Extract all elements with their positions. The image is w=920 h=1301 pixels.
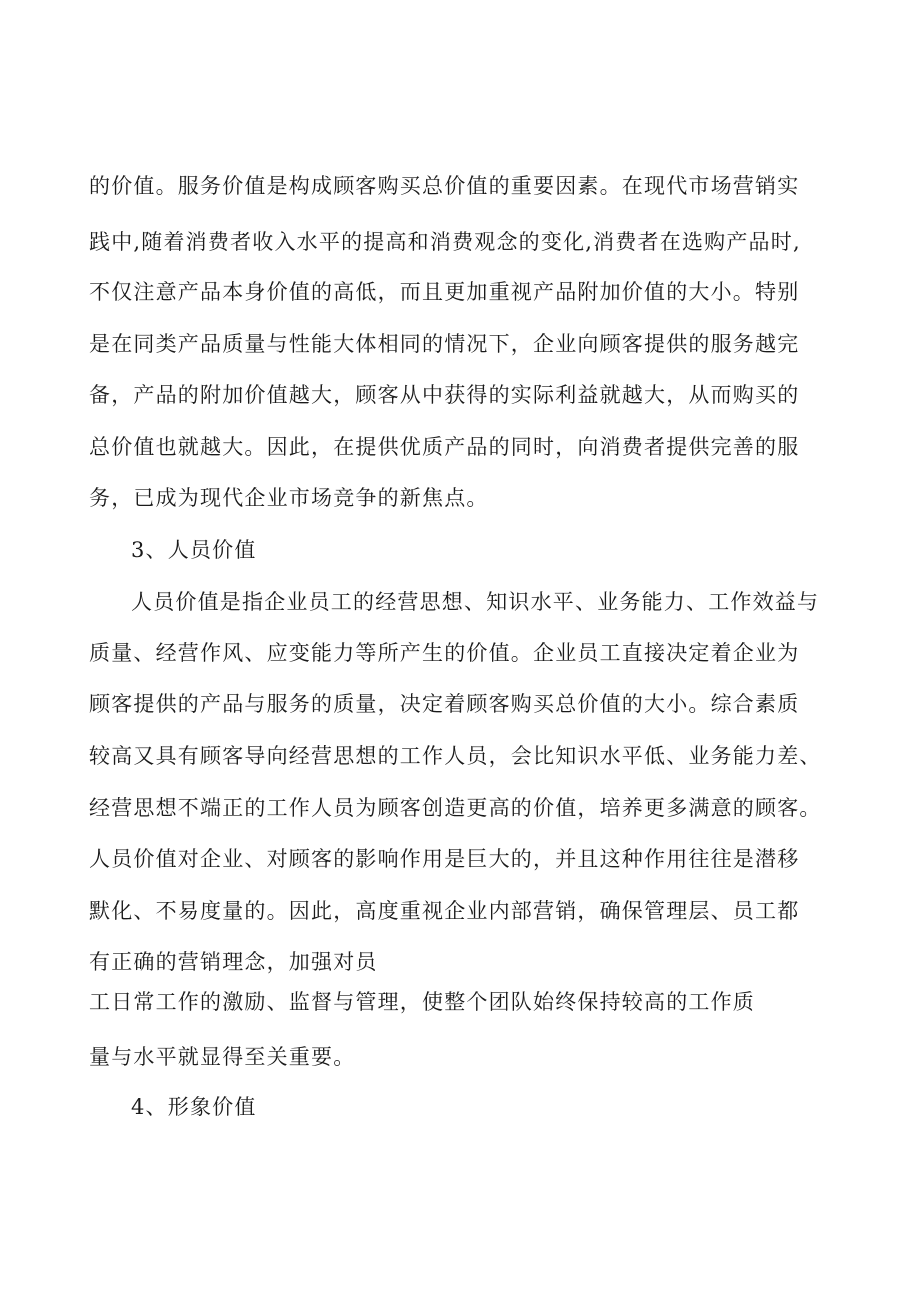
- paragraph-line: 人员价值是指企业员工的经营思想、知识水平、业务能力、工作效益与: [131, 590, 820, 614]
- paragraph-line: 备，产品的附加价值越大，顾客从中获得的实际利益就越大，从而购买的: [89, 383, 800, 407]
- paragraph-line: 不仅注意产品本身价值的高低，而且更加重视产品附加价值的大小。特别: [89, 280, 800, 304]
- section-heading: 4、形象价值: [131, 1095, 257, 1119]
- paragraph-line: 工日常工作的激励、监督与管理，使整个团队始终保持较高的工作质: [89, 990, 755, 1014]
- paragraph-line: 的价值。服务价值是构成顾客购买总价值的重要因素。在现代市场营销实: [89, 174, 800, 198]
- paragraph-line: 务，已成为现代企业市场竞争的新焦点。: [89, 486, 489, 510]
- paragraph-line: 质量、经营作风、应变能力等所产生的价值。企业员工直接决定着企业为: [89, 641, 800, 665]
- paragraph-line: 较高又具有顾客导向经营思想的工作人员，会比知识水平低、业务能力差、: [89, 744, 822, 768]
- paragraph-line: 践中,随着消费者收入水平的提高和消费观念的变化,消费者在选购产品时,: [89, 230, 801, 254]
- paragraph-line: 有正确的营销理念，加强对员: [89, 950, 378, 974]
- paragraph-line: 人员价值对企业、对顾客的影响作用是巨大的，并且这种作用往往是潜移: [89, 847, 800, 871]
- paragraph-line: 总价值也就越大。因此，在提供优质产品的同时，向消费者提供完善的服: [89, 435, 800, 459]
- paragraph-line: 量与水平就显得至关重要。: [89, 1045, 356, 1069]
- paragraph-line: 是在同类产品质量与性能大体相同的情况下，企业向顾客提供的服务越完: [89, 332, 800, 356]
- paragraph-line: 默化、不易度量的。因此，高度重视企业内部营销，确保管理层、员工都: [89, 899, 800, 923]
- paragraph-line: 经营思想不端正的工作人员为顾客创造更高的价值，培养更多满意的顾客。: [89, 796, 822, 820]
- paragraph-line: 顾客提供的产品与服务的质量，决定着顾客购买总价值的大小。综合素质: [89, 692, 800, 716]
- section-heading: 3、人员价值: [131, 538, 257, 562]
